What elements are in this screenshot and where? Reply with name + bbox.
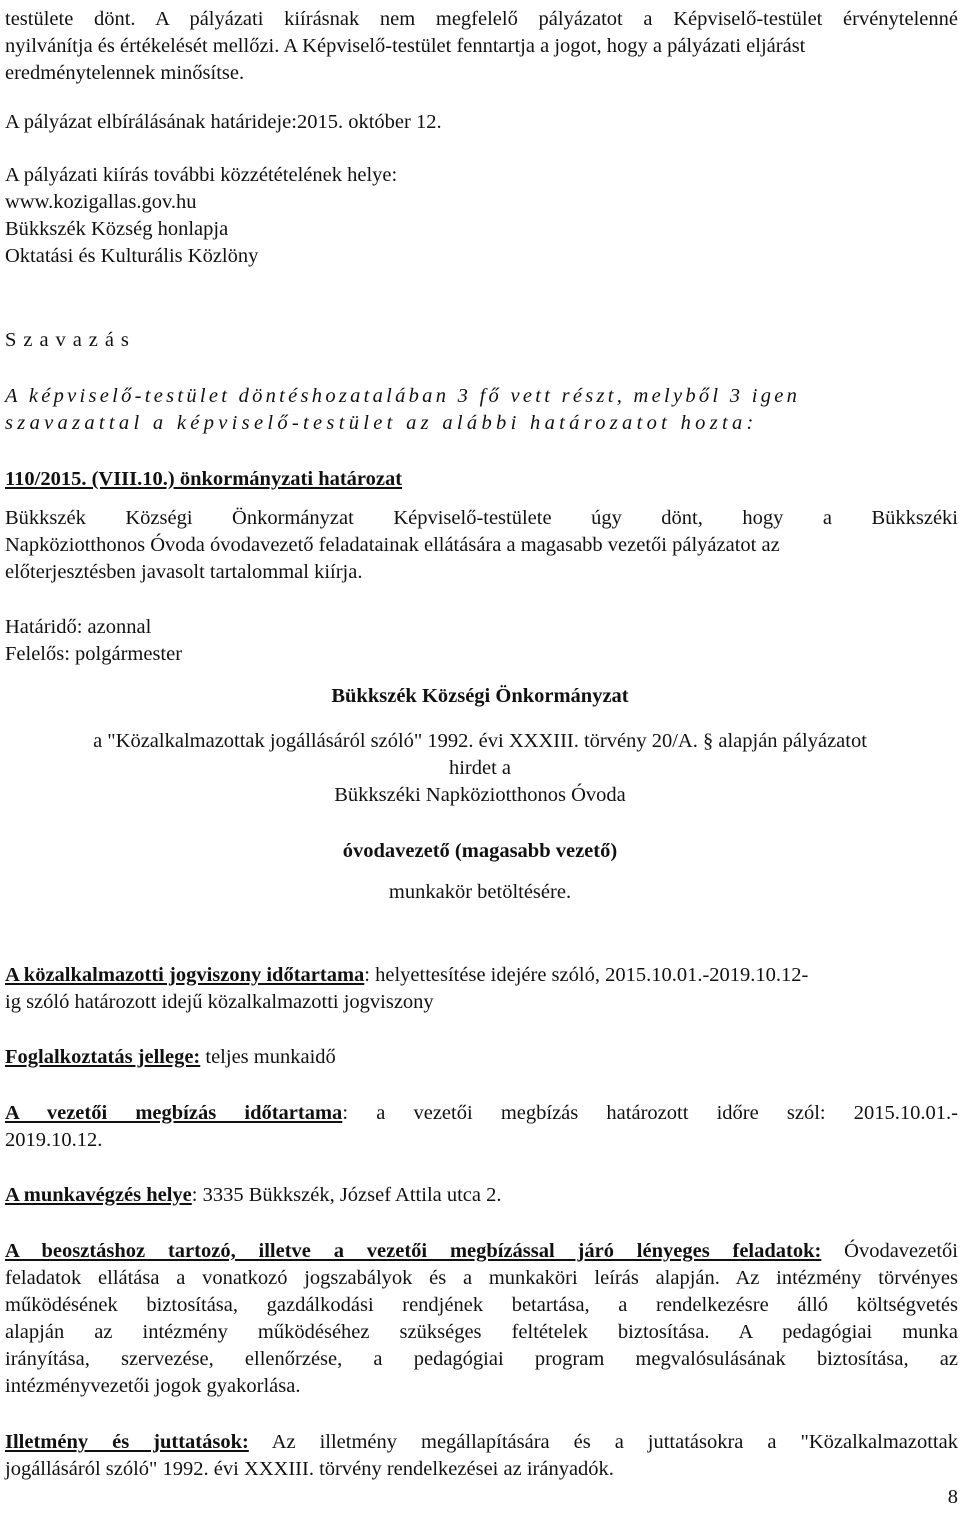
salary-text: Az illetmény megállapítására és a juttatásokra a "Közalkalmazottak <box>248 1431 958 1453</box>
intro-line-3: eredménytelennek minősítse. <box>5 62 245 84</box>
resolution-responsible: Felelős: polgármester <box>5 643 183 665</box>
employment-label: Foglalkoztatás jellege: <box>5 1046 201 1068</box>
publication-place: Oktatási és Kulturális Közlöny <box>5 245 259 267</box>
employment-text: teljes munkaidő <box>200 1046 336 1068</box>
duration-label: A közalkalmazotti jogviszony időtartama <box>5 964 365 986</box>
duration-continuation: ig szóló határozott idejű közalkalmazotti jogviszony <box>5 991 434 1013</box>
duties-label: A beosztáshoz tartozó, illetve a vezetői megbízással járó lényeges feladatok: <box>5 1240 822 1262</box>
mandate-label: A vezetői megbízás időtartama <box>5 1102 343 1124</box>
workplace-line <box>5 1182 958 1209</box>
duties-line-6: intézményvezetői jogok gyakorlása. <box>5 1375 301 1397</box>
publication-place: www.kozigallas.gov.hu <box>5 191 197 213</box>
vote-title: Szavazás <box>5 329 136 351</box>
position-title: óvodavezető (magasabb vezető) <box>342 840 618 862</box>
duration-text: : helyettesítése idejére szóló, 2015.10.01.-2019.10.12- <box>364 964 809 986</box>
evaluation-deadline: A pályázat elbírálásának határideje:2015. október 12. <box>5 111 442 133</box>
salary-continuation: jogállásáról szóló" 1992. évi XXXIII. törvény rendelkezései az irányadók. <box>5 1458 614 1480</box>
page-number: 8 <box>947 1486 958 1508</box>
publication-heading: A pályázati kiírás további közzétételének helye: <box>5 164 398 186</box>
resolution-deadline: Határidő: azonnal <box>5 616 152 638</box>
duties-line-4: alapján az intézmény működéséhez szükséges feltételek biztosítása. A pedagógiai munka <box>5 1321 958 1343</box>
announcing-organization: Bükkszék Községi Önkormányzat <box>331 685 629 707</box>
duties-line-1 <box>5 1238 958 1265</box>
resolution-line-3: előterjesztésben javasolt tartalommal kiírja. <box>5 561 363 583</box>
mandate-continuation: 2019.10.12. <box>5 1129 103 1151</box>
resolution-title: 110/2015. (VIII.10.) önkormányzati határozat <box>5 468 403 490</box>
announces-text: hirdet a <box>448 757 512 779</box>
salary-line <box>5 1429 958 1456</box>
duties-text: Óvodavezetői <box>821 1240 958 1262</box>
resolution-line-1: Bükkszék Községi Önkormányzat Képviselő-testülete úgy dönt, hogy a Bükkszéki <box>5 507 958 529</box>
intro-line-2: nyilvánítja és értékelését mellőzi. A Képviselő-testület fenntartja a jogot, hogy a pályázati eljárást <box>5 35 806 57</box>
intro-line-1: testülete dönt. A pályázati kiírásnak nem megfelelő pályázatot a Képviselő-testület érvénytelenné <box>5 8 958 30</box>
duties-line-2: feladatok ellátása a vonatkozó jogszabályok és a munkaköri leírás alapján. Az intézmény törvényes <box>5 1267 958 1289</box>
mandate-text: : a vezetői megbízás határozott időre szól: 2015.10.01.- <box>342 1102 958 1124</box>
duties-line-5: irányítása, szervezése, ellenőrzése, a pedagógiai program megvalósulásának biztosítása, az <box>5 1348 958 1370</box>
salary-label: Illetmény és juttatások: <box>5 1431 249 1453</box>
duties-line-3: működésének biztosítása, gazdálkodási rendjének betartása, a rendelkezésre álló költségvetés <box>5 1294 958 1316</box>
legal-basis: a "Közalkalmazottak jogállásáról szóló" 1992. évi XXXIII. törvény 20/A. § alapján pályázatot <box>93 730 867 752</box>
institution-name: Bükkszéki Napköziotthonos Óvoda <box>334 784 626 806</box>
workplace-label: A munkavégzés helye <box>5 1184 192 1206</box>
duration-line <box>5 962 958 989</box>
employment-line <box>5 1044 958 1071</box>
vote-text-line-2: szavazattal a képviselő-testület az alábbi határozatot hozta: <box>5 412 758 434</box>
position-filling: munkakör betöltésére. <box>388 881 572 903</box>
workplace-text: : 3335 Bükkszék, József Attila utca 2. <box>191 1184 502 1206</box>
vote-text-line-1: A képviselő-testület döntéshozatalában 3 fő vett részt, melyből 3 igen <box>5 385 801 407</box>
mandate-line <box>5 1100 958 1127</box>
publication-place: Bükkszék Község honlapja <box>5 218 229 240</box>
resolution-line-2: Napköziotthonos Óvoda óvodavezető feladatainak ellátására a magasabb vezetői pályázatot az <box>5 534 780 556</box>
